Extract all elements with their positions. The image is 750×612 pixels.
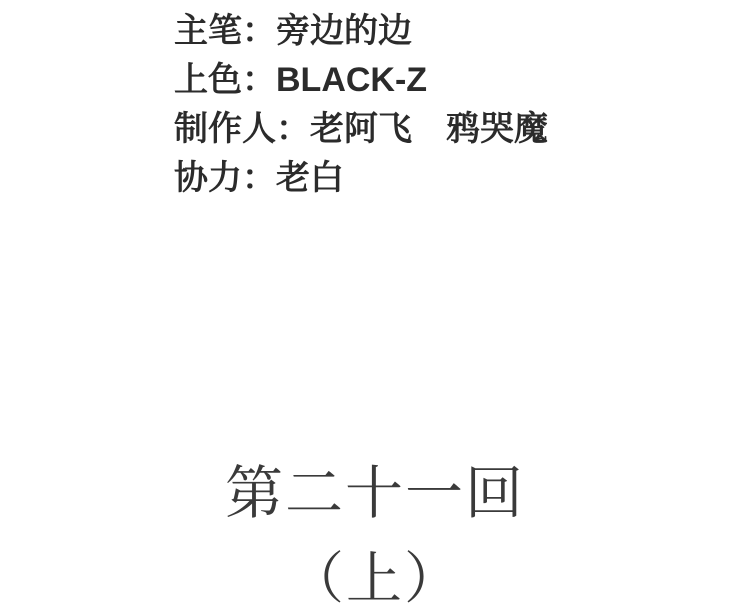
credit-line-colorist: 上色：BLACK-Z [174,61,428,99]
credit-line-producers: 制作人：老阿飞 鸦哭魔 [174,110,548,148]
credit-line-main-artist: 主笔：旁边的边 [174,12,412,50]
credits-block [174,7,548,203]
credit-line-assistance: 协力：老白 [174,159,344,197]
chapter-title: 第二十一回 [224,461,525,526]
chapter-part-label: （上） [288,549,462,611]
